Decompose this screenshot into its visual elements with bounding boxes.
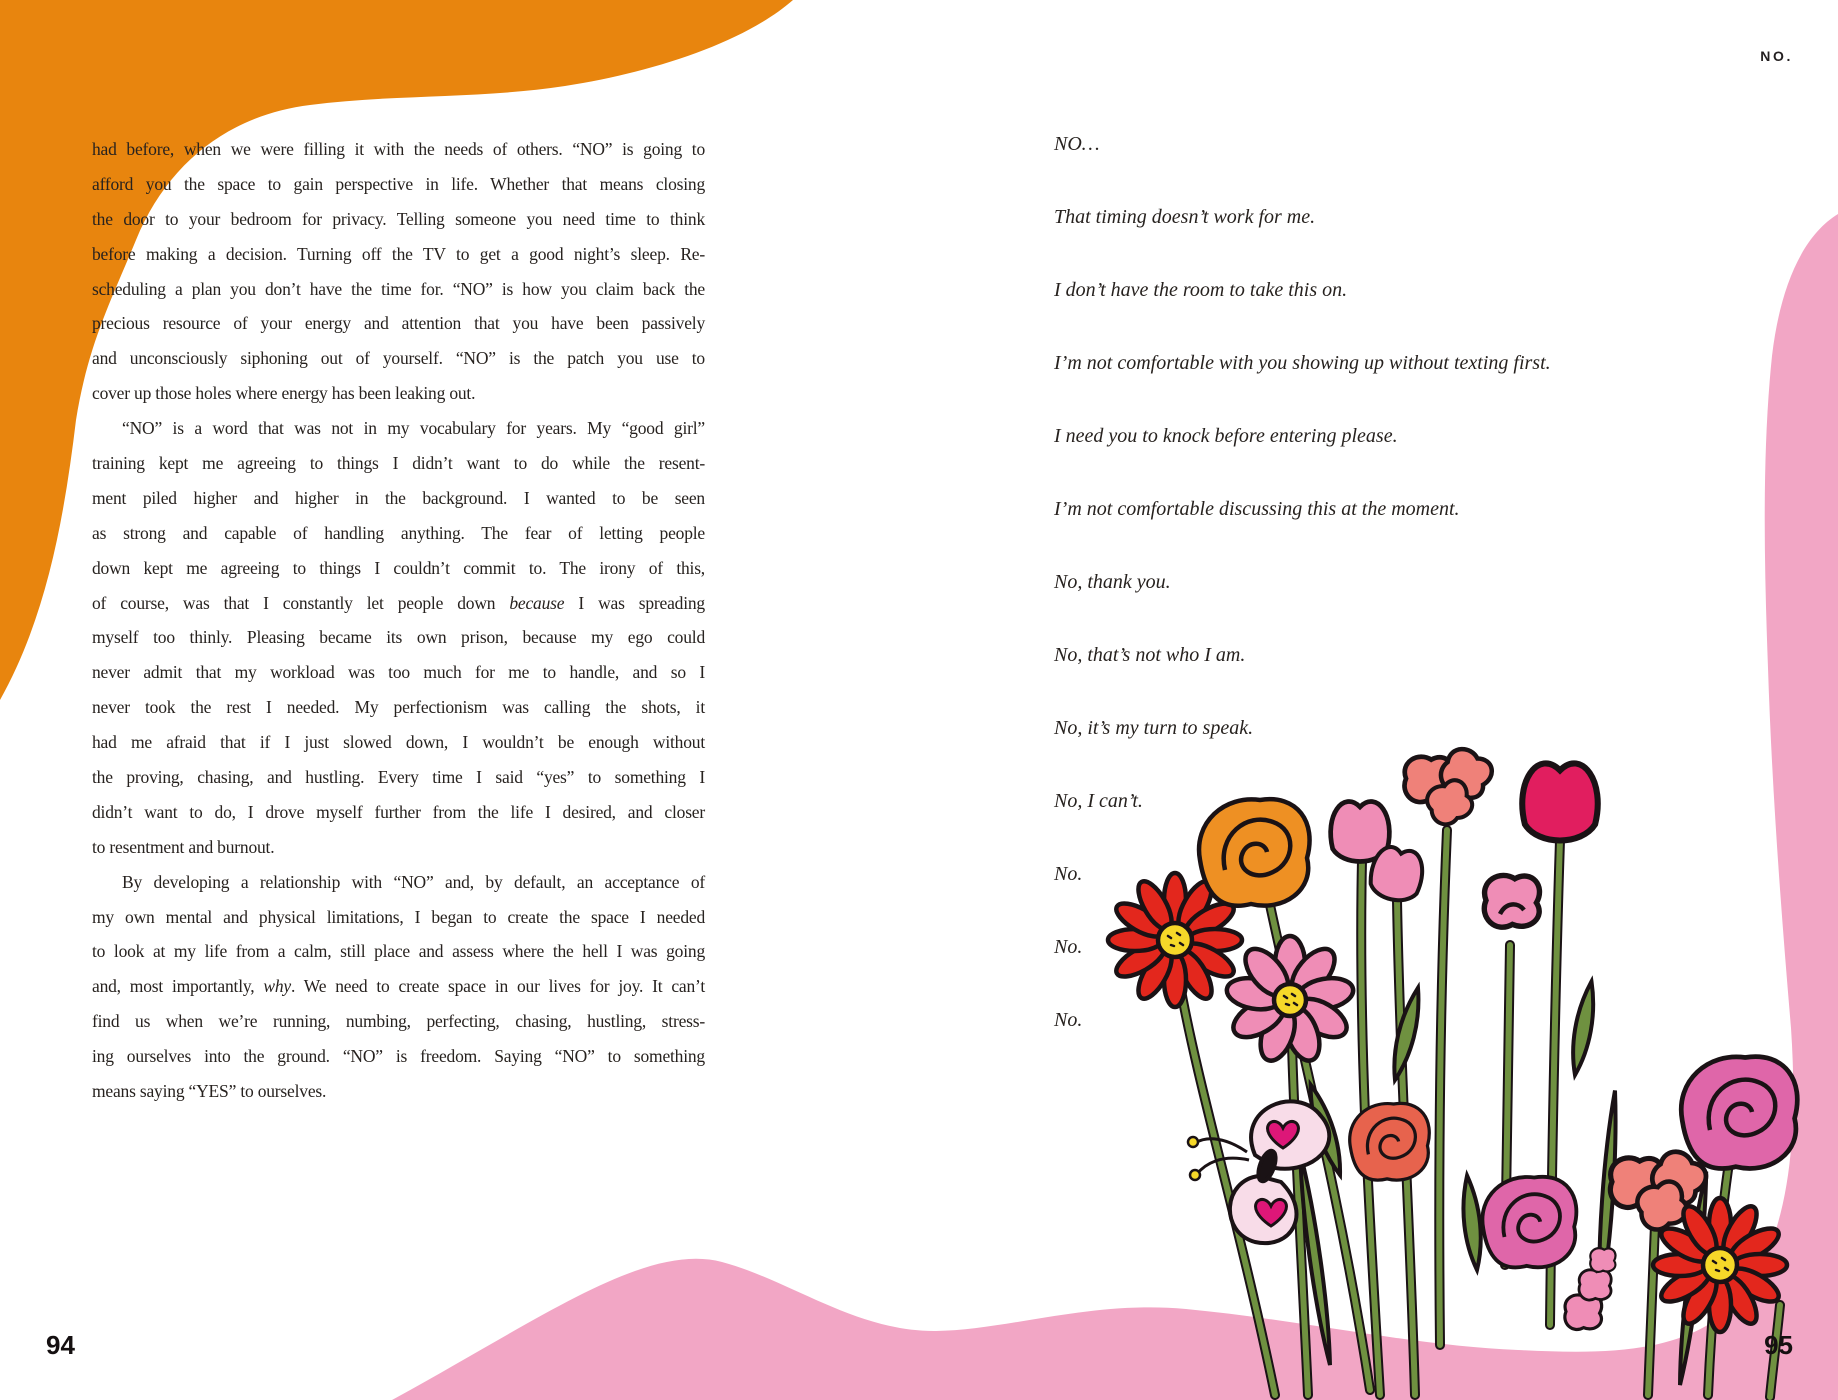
body-text-line: scheduling a plan you don’t have the time for. “NO” is how you claim back the xyxy=(92,278,705,299)
body-text-line: find us when we’re running, numbing, perfecting, chasing, hustling, stress- xyxy=(92,1011,705,1032)
phrase-item: I’m not comfortable with you showing up without texting first. xyxy=(1054,352,1551,374)
body-text-line: and, most importantly, why. We need to create space in our lives for joy. It can’t xyxy=(92,976,705,997)
body-text-line: the proving, chasing, and hustling. Every time I said “yes” to something I xyxy=(92,767,705,788)
pink-rosebud-icon xyxy=(1484,875,1539,927)
coral-rose-icon xyxy=(1350,1103,1430,1180)
phrase-item: No. xyxy=(1054,1009,1083,1031)
body-text-line: and unconsciously siphoning out of yourself. “NO” is the patch you use to xyxy=(92,348,705,369)
body-text-line: By developing a relationship with “NO” and, by default, an acceptance of xyxy=(122,871,705,892)
phrase-item: No. xyxy=(1054,936,1083,958)
page-number-right: 95 xyxy=(1764,1330,1793,1360)
body-text-line: afford you the space to gain perspective in life. Whether that means closing xyxy=(92,173,705,194)
body-text-line: to resentment and burnout. xyxy=(92,836,275,857)
body-text-line: had before, when we were filling it with the needs of others. “NO” is going to xyxy=(92,139,705,159)
phrase-item: No, thank you. xyxy=(1054,571,1171,593)
pink-cosmos-icon xyxy=(1224,936,1355,1065)
body-text-line: never took the rest I needed. My perfectionism was calling the shots, it xyxy=(92,697,705,718)
body-text-line: my own mental and physical limitations, I began to create the space I needed xyxy=(92,906,705,927)
body-text-line: myself too thinly. Pleasing became its own prison, because my ego could xyxy=(92,627,705,648)
magenta-rose-icon xyxy=(1482,1177,1576,1268)
body-text-line: had me afraid that if I just slowed down, I wouldn’t be enough without xyxy=(92,732,705,753)
running-header-right: NO. xyxy=(1760,48,1793,64)
big-pink-rose-icon xyxy=(1681,1057,1797,1169)
body-text-line: down kept me agreeing to things I couldn’t commit to. The irony of this, xyxy=(92,557,705,578)
body-text-line: before making a decision. Turning off the TV to get a good night’s sleep. Re- xyxy=(92,243,705,264)
salmon-carnation-icon xyxy=(1405,745,1497,829)
body-text-line: the door to your bedroom for privacy. Telling someone you need time to think xyxy=(92,208,705,229)
phrase-item: No, it’s my turn to speak. xyxy=(1054,717,1254,739)
body-text-line: as strong and capable of handling anything. The fear of letting people xyxy=(92,522,705,543)
body-text-line: ment piled higher and higher in the background. I wanted to be seen xyxy=(92,487,705,508)
body-text-line: “NO” is a word that was not in my vocabulary for years. My “good girl” xyxy=(122,418,705,439)
crimson-tulip-icon xyxy=(1522,763,1598,840)
phrase-item: I’m not comfortable discussing this at the moment. xyxy=(1054,498,1460,520)
phrase-item: No, that’s not who I am. xyxy=(1054,644,1246,666)
body-text-line: to look at my life from a calm, still place and assess where the hell I was going xyxy=(92,941,705,962)
phrase-item: No. xyxy=(1054,863,1083,885)
body-text-line: training kept me agreeing to things I didn’t want to do while the resent- xyxy=(92,453,705,474)
body-text-column xyxy=(92,132,705,1109)
body-text-line: of course, was that I constantly let people down because I was spreading xyxy=(92,592,705,613)
body-text-line: didn’t want to do, I drove myself further from the life I desired, and closer xyxy=(92,801,705,822)
phrase-item: No, I can’t. xyxy=(1054,790,1143,812)
phrase-item: I need you to knock before entering please. xyxy=(1054,425,1398,447)
page-number-left: 94 xyxy=(46,1330,75,1360)
phrase-item: That timing doesn’t work for me. xyxy=(1054,206,1316,228)
body-text-line: cover up those holes where energy has been leaking out. xyxy=(92,383,476,404)
phrase-item: I don’t have the room to take this on. xyxy=(1054,279,1348,301)
body-text-line: precious resource of your energy and attention that you have been passively xyxy=(92,313,705,334)
orange-rose-icon xyxy=(1199,799,1310,906)
body-text-line: never admit that my workload was too much for me to handle, and so I xyxy=(92,662,705,683)
pink-gladiolus-icon xyxy=(1565,1248,1616,1329)
phrase-item: NO… xyxy=(1054,133,1100,155)
body-text-line: ing ourselves into the ground. “NO” is freedom. Saying “NO” to something xyxy=(92,1046,705,1067)
body-text-line: means saying “YES” to ourselves. xyxy=(92,1081,327,1102)
flower-bouquet-illustration xyxy=(1040,745,1838,1400)
pink-tulip-icon xyxy=(1331,802,1427,905)
